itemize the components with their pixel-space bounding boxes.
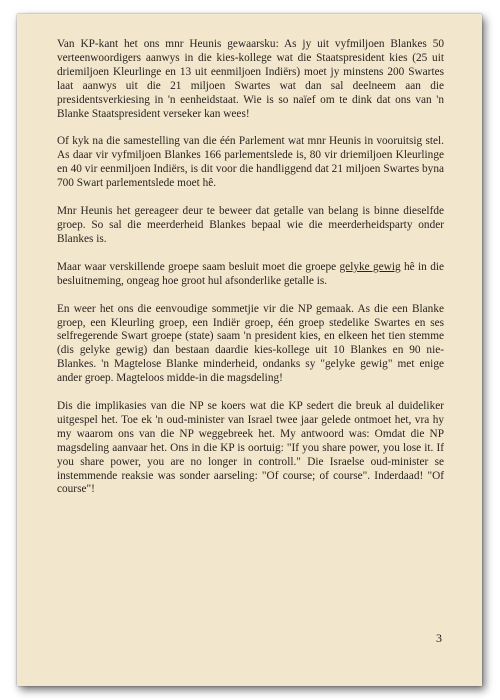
paragraph-text: Mnr Heunis het gereageer deur te beweer dat getalle van belang is binne dieselfde groep. So sal die meerderheid Blankes bepaal wie die meerderheidsparty onder Blankes is. (57, 205, 444, 245)
paragraph-text: Of kyk na die samestelling van die één Parlement wat mnr Heunis in vooruitsig stel. As daar vir vyfmiljoen Blankes 166 parlementslede is, 80 vir driemiljoen Kleurlinge en 40 vir eenmiljoen Indiërs, is dit voor die handliggend dat 21 miljoen Swartes byna 700 Swart parlementslede moet hê. (57, 135, 444, 190)
paragraph (57, 135, 444, 191)
paragraph-text: Dis die implikasies van die NP se koers wat die KP sedert die breuk al duideliker uitgespel het. Toe ek 'n oud-minister van Israel twee jaar gelede ontmoet het, vra hy my waarom ons van die NP weggebreek het. My antwoord was: Omdat die NP magsdeling aanvaar het. Ons in die KP is oortuig: "If you share power, you lose it. If you share power, you are no longer in controll." Die Israelse oud-minister se instemmende reaksie was sonder aarseling: "Of course; of course". Inderdaad! "Of course"! (57, 400, 444, 496)
paragraph-text: hê in die besluitneming, ongeag hoe groot hul afsonderlike getalle is. (57, 260, 444, 287)
paragraph (57, 303, 444, 386)
paragraph (57, 38, 444, 121)
paragraph-text: Van KP-kant het ons mnr Heunis gewaarsku: As jy uit vyfmiljoen Blankes 50 verteenwoordigers aanwys in die kies-kollege wat die Staatspresident kies (25 uit driemiljoen Kleurlinge en 13 uit eenmiljoen Indiërs) moet jy minstens 200 Swartes laat aanwys uit die 21 miljoen Swartes wat dan sal deelneem aan die presidentsverkiesing in 'n eenheidstaat. Wie is so naïef om te dink dat ons van 'n Blanke Staatspresident verseker kan wees! (57, 38, 444, 120)
paragraph (57, 400, 444, 497)
paragraph-text: Maar waar verskillende groepe saam besluit moet die groepe (57, 260, 340, 273)
paragraph (57, 205, 444, 247)
paragraph (57, 261, 444, 289)
page-number: 3 (436, 631, 442, 646)
document-page (17, 14, 482, 686)
paragraph-text: En weer het ons die eenvoudige sommetjie vir die NP gemaak. As die een Blanke groep, een Kleurling groep, een Indiër groep, één groep stedelike Swartes en ses selfregerende Swart groepe (state) saam 'n president kies, en elkeen het tien stemme (dis gelyke gewig) dan bestaan daardie kies-kollege uit 10 Blankes en 90 nie-Blankes. 'n Magtelose Blanke minderheid, ondanks sy "gelyke gewig" met enige ander groep. Magteloos midde-in die magsdeling! (57, 302, 444, 385)
body-text (57, 38, 444, 497)
underlined-text: gelyke gewig (339, 260, 401, 273)
